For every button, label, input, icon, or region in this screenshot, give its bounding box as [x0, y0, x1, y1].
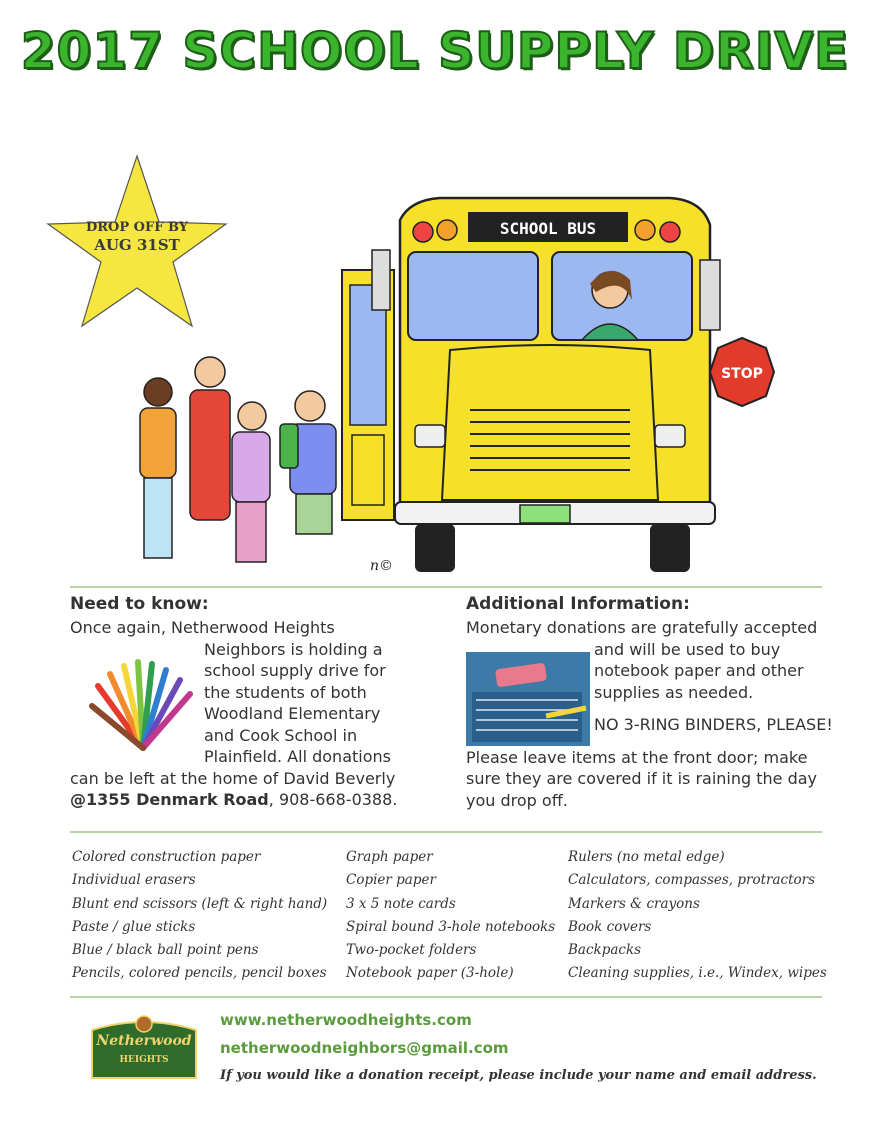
supplies-column-2	[346, 846, 555, 986]
donation-receipt-note: If you would like a donation receipt, please include your name and email address.	[220, 1068, 817, 1083]
list-item: Paste / glue sticks	[72, 918, 196, 935]
school-bus-illustration	[110, 180, 790, 580]
stop-sign-text: STOP	[721, 366, 763, 382]
colored-pencils-image	[88, 656, 198, 752]
supplies-column-1	[72, 846, 327, 986]
list-item: Spiral bound 3-hole notebooks	[346, 918, 556, 935]
website-link[interactable]: www.netherwoodheights.com	[220, 1011, 472, 1029]
list-item: Blue / black ball point pens	[72, 942, 259, 959]
logo-subtitle: HEIGHTS	[119, 1055, 169, 1065]
divider-top	[70, 586, 822, 588]
need-to-know-text: Once again, Netherwood Heights Neighbors is holding a school supply drive for the students of both Woodland Elementary and Cook School in Plainfield. All donations can be left at the home of David Beverly @1355 Denmark Road, 908-668-0388.	[70, 618, 398, 809]
supplies-column-3	[568, 846, 827, 986]
list-item: Backpacks	[568, 942, 642, 959]
notebook-image	[466, 652, 590, 746]
additional-info-text: Monetary donations are gratefully accepted and will be used to buy notebook paper and other supplies as needed. NO 3-RING BINDERS, PLEASE! Please leave items at the front door; make sure they are covered if it is raining the day you drop off.	[466, 618, 833, 810]
list-item: Individual erasers	[72, 872, 196, 889]
list-item: Book covers	[568, 918, 652, 935]
list-item: Markers & crayons	[568, 895, 700, 912]
list-item: Cleaning supplies, i.e., Windex, wipes	[568, 965, 827, 982]
list-item: Blunt end scissors (left & right hand)	[72, 895, 328, 912]
list-item: Copier paper	[346, 872, 436, 889]
list-item: Notebook paper (3-hole)	[346, 965, 514, 982]
drop-off-deadline: DROP OFF BY AUG 31ST	[85, 220, 189, 255]
list-item: Calculators, compasses, protractors	[568, 872, 816, 889]
additional-info-heading: Additional Information:	[466, 594, 690, 614]
logo-wordmark: Netherwood	[96, 1033, 192, 1049]
list-item: 3 x 5 note cards	[346, 895, 456, 912]
list-item: Colored construction paper	[72, 849, 261, 865]
email-link[interactable]: netherwoodneighbors@gmail.com	[220, 1039, 509, 1057]
divider-middle	[70, 831, 822, 833]
artist-signature: n©	[370, 558, 394, 574]
bus-sign-text: SCHOOL BUS	[499, 219, 597, 238]
need-to-know-heading: Need to know:	[70, 594, 209, 614]
list-item: Pencils, colored pencils, pencil boxes	[72, 965, 327, 982]
divider-bottom	[70, 996, 822, 998]
list-item: Two-pocket folders	[346, 942, 477, 959]
list-item: Rulers (no metal edge)	[568, 849, 725, 865]
page-title: 2017 SCHOOL SUPPLY DRIVE	[20, 22, 850, 80]
list-item: Graph paper	[346, 849, 433, 865]
